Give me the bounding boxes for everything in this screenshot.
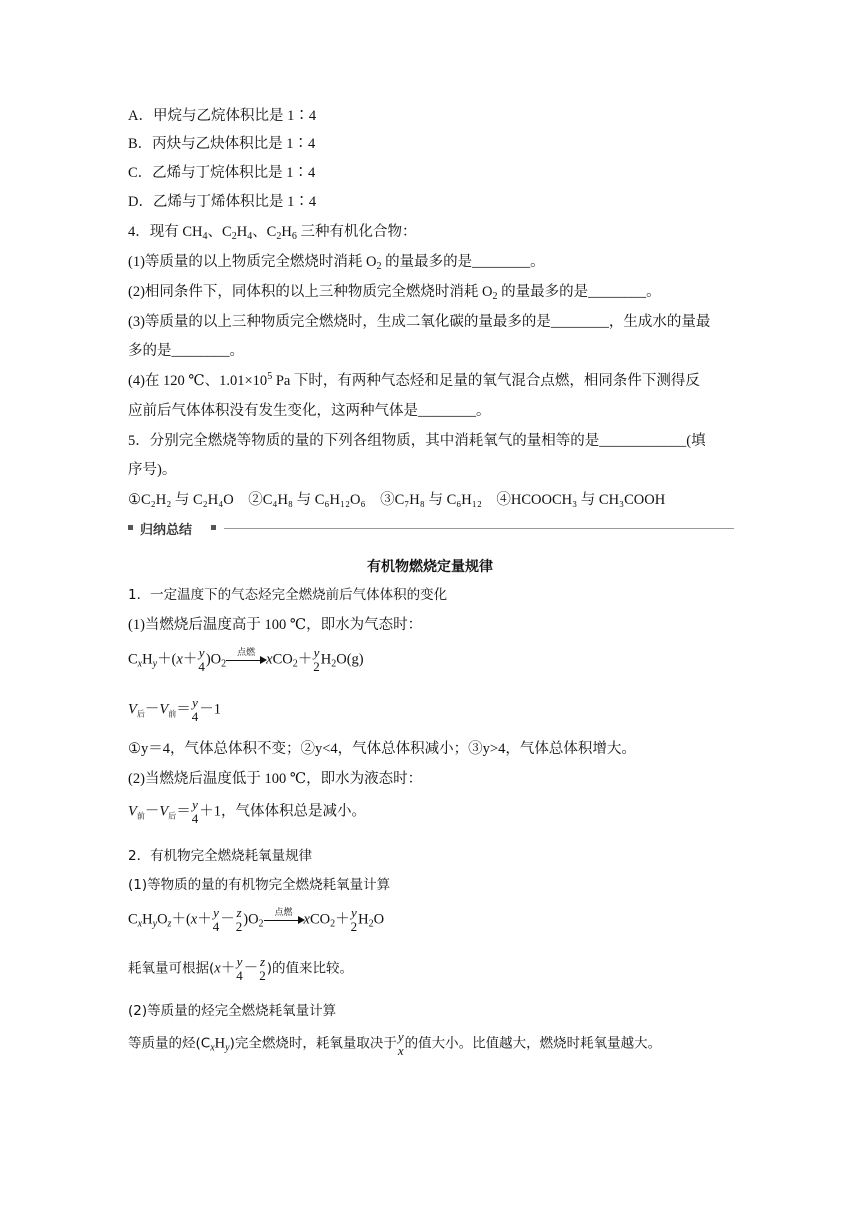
summary-section-header — [128, 520, 734, 536]
q5-options: ①C₂H₂ 与 C₂H₄O ②C₄H₈ 与 C₆H₁₂O₆ ③C₇H₈ 与 C₆H₁₂ ④HCOOCH₃ 与 CH₃COOH — [128, 492, 666, 508]
summary-point-1: 1．一定温度下的气态烃完全燃烧前后气体体积的变化 — [128, 587, 448, 603]
reaction-arrow-icon: 点燃 — [264, 913, 304, 927]
option-b: B．丙炔与乙炔体积比是 1∶4 — [128, 136, 316, 152]
summary-title: 有机物燃烧定量规律 — [367, 559, 493, 575]
section-divider — [224, 528, 734, 529]
q4-part-3-line2: 多的是________。 — [128, 343, 244, 359]
q4-part-2: (2)相同条件下，同体积的以上三种物质完全燃烧时消耗 $O_2$ 的量最多的是________。 — [128, 284, 661, 302]
combustion-equation-organic: $C_xH_yO_z+(x+$ y 4 － z 2 )$O_2$ 点燃 xCO$_2$＋ y 2 $H_2O$ — [128, 905, 385, 934]
bullet-square-icon — [211, 525, 216, 530]
option-a: A．甲烷与乙烷体积比是 1∶4 — [128, 108, 317, 124]
q4-part-4-line1: (4)在 120 ℃、$1.01\times 10^5$ Pa 下时，有两种气态烃和足量的氧气混合点燃，相同条件下测得反 — [128, 371, 700, 389]
volume-change-formula-liquid: $V_前-V_后=$ y 4 ＋1，气体体积总是减小。 — [128, 797, 366, 826]
summary-point-2: 2．有机物完全燃烧耗氧量规律 — [128, 848, 313, 864]
q4-part-1: (1)等质量的以上物质完全燃烧时消耗 $O_2$ 的量最多的是________。 — [128, 254, 545, 272]
q5-line1: 5．分别完全燃烧等物质的量的下列各组物质，其中消耗氧气的量相等的是____________(填 — [128, 433, 706, 449]
volume-change-formula-gas: $V_后-V_前=$ y 4 －1 — [128, 695, 221, 724]
combustion-equation-hydrocarbon: $C_xH_y+(x+$ y 4 )$O_2$ 点燃 xCO$_2$＋ y 2 $H_2O(g)$ — [128, 645, 364, 674]
mass-oxygen-rule: 等质量的烃$(C_xH_y)$完全燃烧时，耗氧量取决于 y x 的值大小。比值越大，燃烧时耗氧量越大。 — [128, 1029, 662, 1058]
option-d: D．乙烯与丁烯体积比是 1∶4 — [128, 194, 317, 210]
oxygen-compare-rule: 耗氧量可根据(x＋ y 4 － z 2 )的值来比较。 — [128, 954, 353, 983]
q4-part-3-line1: (3)等质量的以上三种物质完全燃烧时，生成二氧化碳的量最多的是________，生成水的量最 — [128, 314, 711, 330]
volume-cases: ①y＝4，气体总体积不变；②y<4，气体总体积减小；③y>4，气体总体积增大。 — [128, 741, 636, 757]
bullet-square-icon — [128, 525, 133, 530]
q4-stem: 4．现有 $CH_4$、$C_2H_4$、$C_2H_6$ 三种有机化合物： — [128, 224, 417, 242]
summary-2-2: (2)等质量的烃完全燃烧耗氧量计算 — [128, 1003, 337, 1019]
summary-1-2: (2)当燃烧后温度低于 100 ℃，即水为液态时： — [128, 771, 423, 787]
reaction-arrow-icon: 点燃 — [226, 653, 266, 667]
summary-1-1: (1)当燃烧后温度高于 100 ℃，即水为气态时： — [128, 617, 423, 633]
summary-2-1: (1)等物质的量的有机物完全燃烧耗氧量计算 — [128, 877, 391, 893]
section-label: 归纳总结 — [140, 523, 193, 538]
q5-line2: 序号)。 — [128, 462, 177, 478]
q4-part-4-line2: 应前后气体体积没有发生变化，这两种气体是________。 — [128, 403, 491, 419]
option-c: C．乙烯与丁烷体积比是 1∶4 — [128, 165, 316, 181]
